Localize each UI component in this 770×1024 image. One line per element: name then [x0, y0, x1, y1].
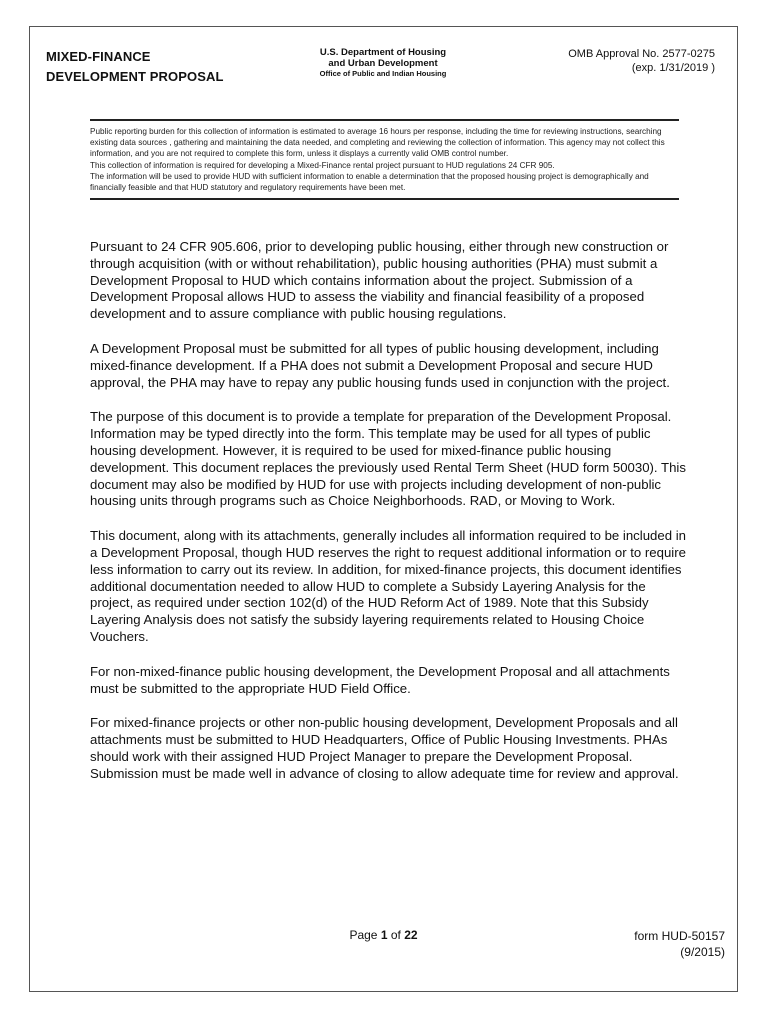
agency-name: U.S. Department of Housing [319, 47, 447, 58]
form-number: form HUD-50157 [634, 929, 725, 943]
paragraph-field-office: For non-mixed-finance public housing development, the Development Proposal and all attachments must be submitted to the appropriate HUD Field Office. [90, 663, 670, 696]
paragraph-headquarters: For mixed-finance projects or other non-public housing development, Development Proposals and all attachments must be submitted to HUD Headquarters, Office of Public Housing Investments. PHAs should work with their assigned HUD Project Manager to prepare the Development Proposal. Submission must be made well in advance of closing to allow adequate time for review and approval. [90, 715, 679, 781]
form-title-line1: MIXED-FINANCE [46, 49, 151, 64]
burden-use: The information will be used to provide HUD with sufficient information to enable a determination that the proposed housing project is demographically and financially feasible and that HUD statutory and regulatory requirements have been met. [90, 171, 649, 193]
form-title [46, 47, 224, 87]
burden-statement [90, 119, 679, 200]
paragraph-contents: This document, along with its attachments, generally includes all information required to be included in a Development Proposal, though HUD reserves the right to request additional information or to require less information to carry out its review. In addition, for mixed-finance projects, this document identifies additional documentation needed to allow HUD to complete a Subsidy Layering Analysis for the project, as required under section 102(d) of the HUD Reform Act of 1989. Note that this Subsidy Layering Analysis does not satisfy the subsidy layering requirements related to Housing Choice Vouchers. [90, 528, 686, 644]
paragraph-requirement: A Development Proposal must be submitted for all types of public housing development, including mixed-finance development. If a PHA does not submit a Development Proposal and secure HUD approval, the PHA may have to repay any public housing funds used in conjunction with the project. [90, 340, 670, 390]
omb-approval [568, 47, 715, 75]
form-identifier [634, 928, 725, 960]
page-total: 22 [404, 928, 418, 942]
body-text [90, 239, 690, 801]
form-date: (9/2015) [680, 945, 725, 959]
form-title-line2: DEVELOPMENT PROPOSAL [46, 69, 224, 84]
omb-expiration: (exp. 1/31/2019 ) [631, 62, 715, 74]
document-page [29, 26, 738, 992]
page-current: 1 [380, 928, 388, 942]
paragraph-purpose: The purpose of this document is to provide a template for preparation of the Development Proposal. Information may be typed directly into the form. This template may be used for all types of public housing development. However, it is required to be used for mixed-finance public housing development. This document replaces the previously used Rental Term Sheet (HUD form 50030). This document may also be modified by HUD for use with projects including development of non-public housing units through programs such as Choice Neighborhoods. RAD, or Moving to Work. [90, 409, 686, 509]
burden-paragraph: Public reporting burden for this collection of information is estimated to average 16 hours per response, including the time for reviewing instructions, searching existing data sources , gathering and maintaining the data needed, and completing and reviewing the collection of information. This agency may not collect this information, and you are not required to complete this form, unless it displays a currently valid OMB control number. [90, 127, 665, 159]
omb-number: OMB Approval No. 2577-0275 [568, 48, 715, 60]
agency-office: Office of Public and Indian Housing [319, 69, 447, 78]
agency-name-cont: and Urban Development [328, 58, 438, 69]
paragraph-intro: Pursuant to 24 CFR 905.606, prior to developing public housing, either through new construction or through acquisition (with or without rehabilitation), public housing authorities (PHA) must submit a Development Proposal to HUD which contains information about the project. Submission of a Development Proposal allows HUD to assess the viability and financial feasibility of a proposed development and to assure compliance with public housing regulations. [90, 239, 669, 322]
page-word: Page [349, 928, 378, 942]
page-number [30, 928, 737, 942]
burden-purpose: This collection of information is required for developing a Mixed-Finance rental project pursuant to HUD regulations 24 CFR 905. [90, 160, 555, 170]
page-of: of [390, 928, 401, 942]
agency-block [283, 47, 483, 79]
